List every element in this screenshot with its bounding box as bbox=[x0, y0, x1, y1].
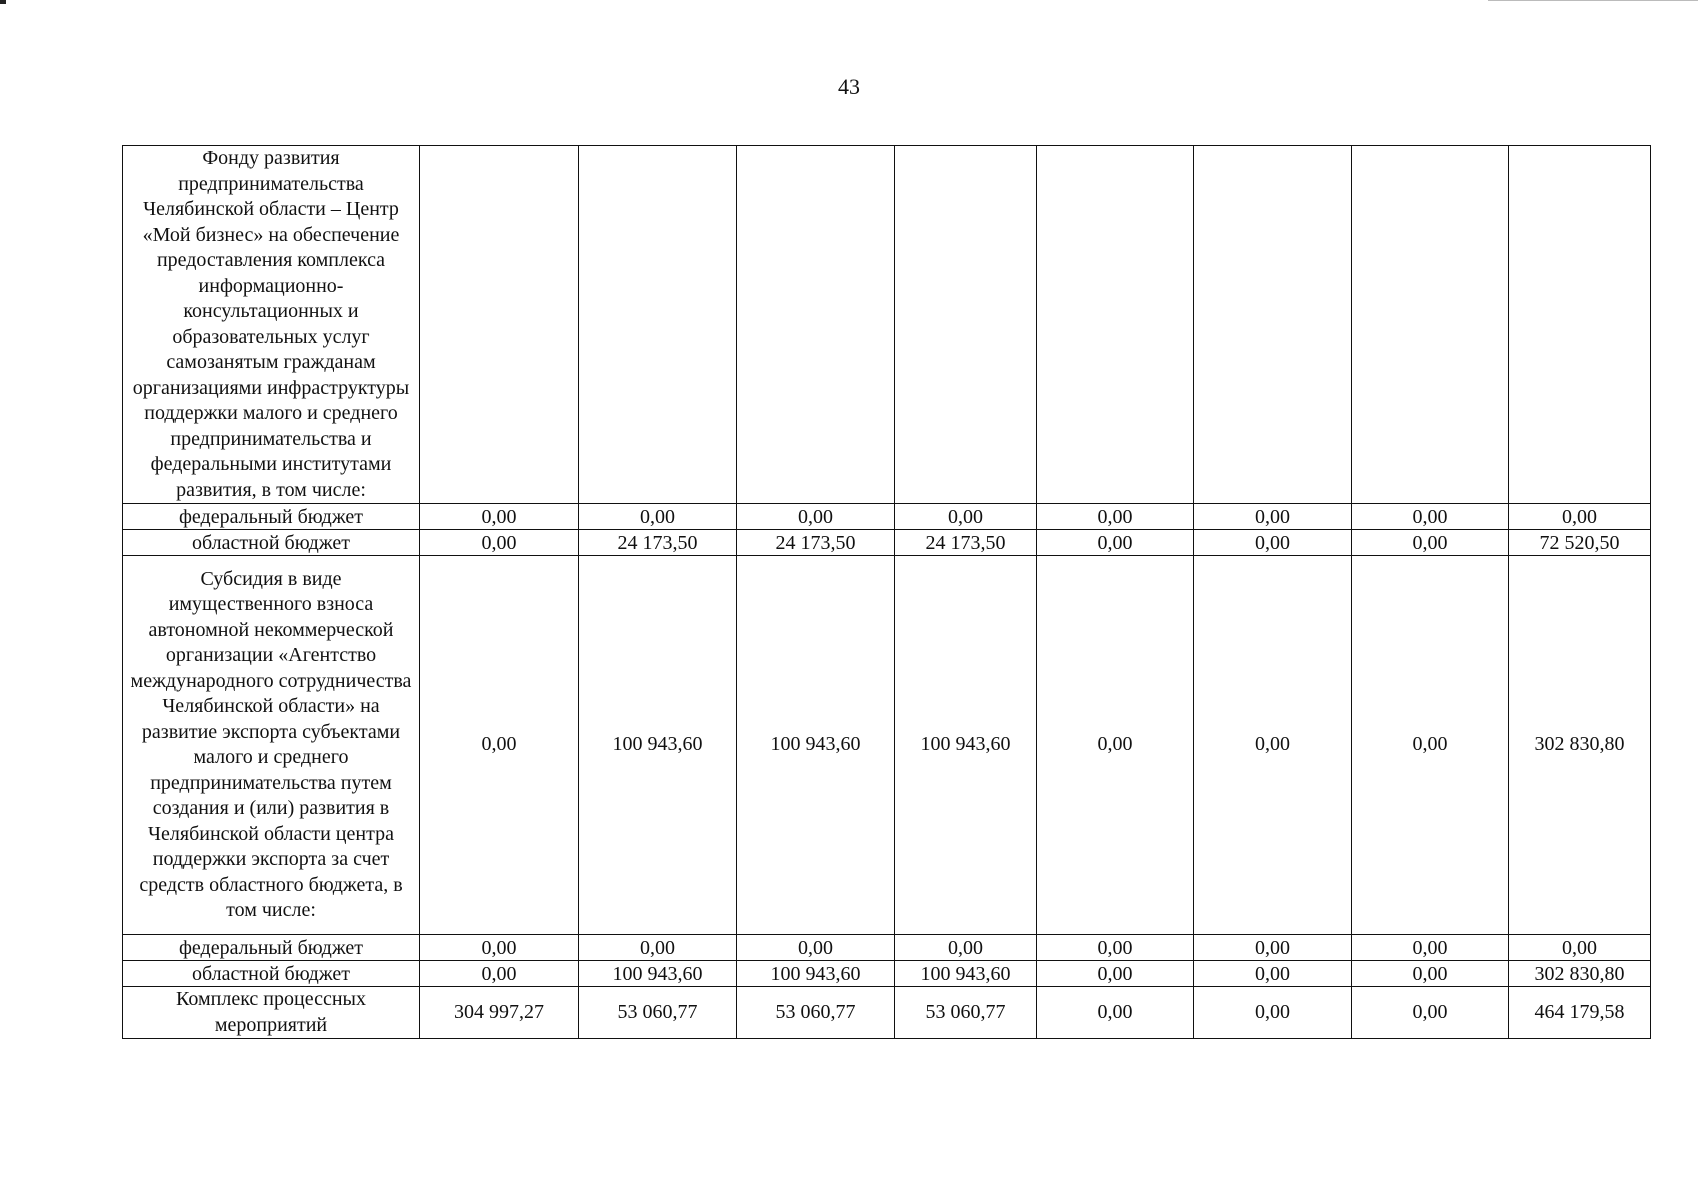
scan-edge-mark bbox=[1488, 0, 1698, 5]
budget-table bbox=[122, 145, 1651, 1039]
table-cell: 100 943,60 bbox=[895, 556, 1037, 935]
table-cell: 100 943,60 bbox=[737, 556, 895, 935]
table-cell: 0,00 bbox=[737, 935, 895, 961]
page-number: 43 bbox=[838, 74, 860, 99]
table-cell: 0,00 bbox=[737, 504, 895, 530]
table-cell: 100 943,60 bbox=[895, 961, 1037, 987]
scan-edge-mark bbox=[0, 0, 6, 4]
table-cell: 0,00 bbox=[1037, 935, 1194, 961]
row-label: федеральный бюджет bbox=[123, 935, 420, 961]
table-cell: 0,00 bbox=[1352, 987, 1509, 1039]
table-cell bbox=[737, 146, 895, 504]
table-cell: 0,00 bbox=[1037, 504, 1194, 530]
table-cell: 0,00 bbox=[579, 504, 737, 530]
table-row bbox=[123, 504, 1651, 530]
table-cell: 53 060,77 bbox=[895, 987, 1037, 1039]
table-cell: 24 173,50 bbox=[737, 530, 895, 556]
table-cell bbox=[1037, 146, 1194, 504]
table-cell: 0,00 bbox=[1194, 961, 1352, 987]
table-cell: 0,00 bbox=[1194, 504, 1352, 530]
table-cell: 72 520,50 bbox=[1509, 530, 1651, 556]
table-cell: 0,00 bbox=[579, 935, 737, 961]
table-cell: 304 997,27 bbox=[420, 987, 579, 1039]
budget-table-body bbox=[123, 146, 1651, 1039]
table-cell: 0,00 bbox=[420, 556, 579, 935]
row-label: Фонду развития предпринимательства Челябинской области – Центр «Мой бизнес» на обеспечение предоставления комплекса информационно-консультационных и образовательных услуг самозанятым гражданам организациями инфраструктуры поддержки малого и среднего предпринимательства и федеральными институтами развития, в том числе: bbox=[123, 146, 420, 504]
table-cell: 0,00 bbox=[1352, 961, 1509, 987]
table-cell: 302 830,80 bbox=[1509, 556, 1651, 935]
table-cell: 0,00 bbox=[420, 504, 579, 530]
table-cell: 0,00 bbox=[1037, 530, 1194, 556]
table-cell: 53 060,77 bbox=[579, 987, 737, 1039]
table-row bbox=[123, 146, 1651, 504]
table-cell: 100 943,60 bbox=[737, 961, 895, 987]
table-row bbox=[123, 987, 1651, 1039]
table-cell: 0,00 bbox=[1037, 961, 1194, 987]
table-row bbox=[123, 935, 1651, 961]
table-cell: 0,00 bbox=[1037, 987, 1194, 1039]
table-cell bbox=[1194, 146, 1352, 504]
table-cell: 0,00 bbox=[895, 504, 1037, 530]
table-cell: 53 060,77 bbox=[737, 987, 895, 1039]
row-label: областной бюджет bbox=[123, 961, 420, 987]
table-cell: 0,00 bbox=[1194, 935, 1352, 961]
table-cell: 0,00 bbox=[1037, 556, 1194, 935]
table-cell: 100 943,60 bbox=[579, 556, 737, 935]
table-cell: 0,00 bbox=[1194, 530, 1352, 556]
table-row bbox=[123, 530, 1651, 556]
table-cell bbox=[420, 146, 579, 504]
row-label: федеральный бюджет bbox=[123, 504, 420, 530]
table-cell: 100 943,60 bbox=[579, 961, 737, 987]
table-cell: 0,00 bbox=[1194, 556, 1352, 935]
table-cell: 0,00 bbox=[420, 530, 579, 556]
table-cell: 0,00 bbox=[1352, 530, 1509, 556]
table-row bbox=[123, 961, 1651, 987]
table-cell: 24 173,50 bbox=[895, 530, 1037, 556]
table-cell: 24 173,50 bbox=[579, 530, 737, 556]
table-cell: 0,00 bbox=[895, 935, 1037, 961]
table-row bbox=[123, 556, 1651, 935]
table-cell: 0,00 bbox=[1352, 935, 1509, 961]
row-label: областной бюджет bbox=[123, 530, 420, 556]
table-cell: 0,00 bbox=[1352, 556, 1509, 935]
table-cell: 0,00 bbox=[1194, 987, 1352, 1039]
row-label: Субсидия в виде имущественного взноса автономной некоммерческой организации «Агентство международного сотрудничества Челябинской области» на развитие экспорта субъектами малого и среднего предпринимательства путем создания и (или) развития в Челябинской области центра поддержки экспорта за счет средств областного бюджета, в том числе: bbox=[123, 556, 420, 935]
table-cell: 0,00 bbox=[1509, 504, 1651, 530]
table-cell: 464 179,58 bbox=[1509, 987, 1651, 1039]
table-cell bbox=[579, 146, 737, 504]
table-cell: 0,00 bbox=[420, 961, 579, 987]
table-cell: 0,00 bbox=[1352, 504, 1509, 530]
table-cell: 0,00 bbox=[420, 935, 579, 961]
table-cell: 0,00 bbox=[1509, 935, 1651, 961]
table-cell bbox=[1352, 146, 1509, 504]
table-cell: 302 830,80 bbox=[1509, 961, 1651, 987]
table-cell bbox=[895, 146, 1037, 504]
table-cell bbox=[1509, 146, 1651, 504]
row-label: Комплекс процессных мероприятий bbox=[123, 987, 420, 1039]
